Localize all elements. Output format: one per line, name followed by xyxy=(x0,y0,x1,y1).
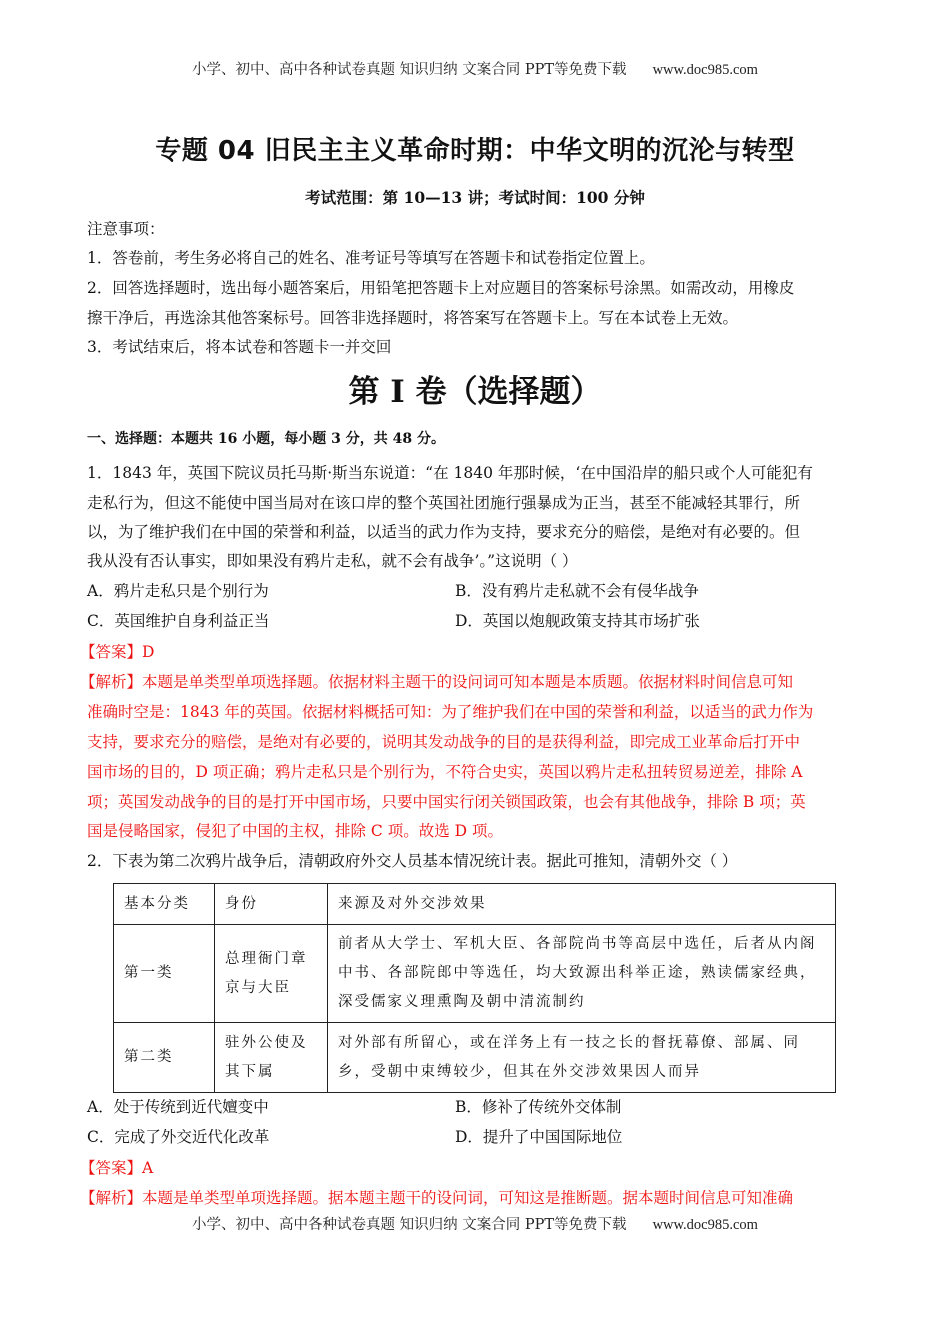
part-heading: 一、选择题：本题共 16 小题，每小题 3 分，共 48 分。 xyxy=(87,431,445,447)
analysis-line: 国是侵略国家，侵犯了中国的主权，排除 C 项。故选 D 项。 xyxy=(87,822,503,840)
option-a: A．处于传统到近代嬗变中 xyxy=(87,1098,269,1116)
option-d: D．提升了中国国际地位 xyxy=(455,1128,623,1146)
cell-line: 总理衙门章 xyxy=(225,950,308,967)
analysis-line: 项；英国发动战争的目的是打开中国市场，只要中国实行闭关锁国政策，也会有其他战争，排除 B 项；英 xyxy=(87,793,806,811)
analysis-line: 支持，要求充分的赔偿，是绝对有必要的，说明其发动战争的目的是获得利益，即完成工业革命后打开中 xyxy=(87,733,801,751)
exam-scope: 考试范围：第 10—13 讲；考试时间：100 分钟 xyxy=(305,188,645,207)
cell-line: 中书、各部院郎中等选任，均大致源出科举正途，熟读儒家经典， xyxy=(338,965,817,981)
footer-url[interactable]: www.doc985.com xyxy=(652,1217,758,1233)
cell-line: 驻外公使及 xyxy=(225,1034,308,1051)
diplomat-table xyxy=(113,883,836,1093)
option-c: C．完成了外交近代化改革 xyxy=(87,1128,270,1146)
answer: 【答案】A xyxy=(80,1159,154,1177)
option-c: C．英国维护自身利益正当 xyxy=(87,612,270,630)
cell-line: 对外部有所留心，或在洋务上有一技之长的督抚幕僚、部属、同 xyxy=(338,1034,800,1051)
table-header-cell: 基本分类 xyxy=(114,884,215,925)
table-row xyxy=(114,1023,836,1093)
table-header-row xyxy=(114,884,836,925)
section-title: 第 I 卷（选择题） xyxy=(348,374,602,410)
footer-text: 小学、初中、高中各种试卷真题 知识归纳 文案合同 PPT等免费下载 xyxy=(192,1217,627,1233)
note-item: 2．回答选择题时，选出每小题答案后，用铅笔把答题卡上对应题目的答案标号涂黑。如需改动，用橡皮 xyxy=(87,279,795,297)
table-cell-identity xyxy=(215,925,328,1023)
table-cell-category: 第二类 xyxy=(114,1023,215,1093)
note-item: 擦干净后，再选涂其他答案标号。回答非选择题时，将答案写在答题卡上。写在本试卷上无效。 xyxy=(87,309,739,327)
table-header-cell: 来源及对外交涉效果 xyxy=(328,884,836,925)
cell-line: 京与大臣 xyxy=(225,979,291,996)
table-cell-source xyxy=(328,1023,836,1093)
cell-line: 深受儒家义理熏陶及朝中清流制约 xyxy=(338,994,586,1010)
header-text: 小学、初中、高中各种试卷真题 知识归纳 文案合同 PPT等免费下载 xyxy=(192,62,627,78)
table-row xyxy=(114,925,836,1023)
question-stem: 2．下表为第二次鸦片战争后，清朝政府外交人员基本情况统计表。据此可推知，清朝外交（ ） xyxy=(87,852,738,870)
option-d: D．英国以炮舰政策支持其市场扩张 xyxy=(455,612,700,630)
table-cell-identity xyxy=(215,1023,328,1093)
question-stem: 我从没有否认事实，即如果没有鸦片走私，就不会有战争’。”这说明（ ） xyxy=(87,552,578,570)
header-url[interactable]: www.doc985.com xyxy=(652,62,758,78)
note-item: 3．考试结束后，将本试卷和答题卡一并交回 xyxy=(87,338,392,356)
option-a: A．鸦片走私只是个别行为 xyxy=(87,582,269,600)
analysis-line: 【解析】本题是单类型单项选择题。依据材料主题干的设问词可知本题是本质题。依据材料时间信息可知 xyxy=(80,673,794,691)
cell-line: 前者从大学士、军机大臣、各部院尚书等高层中选任，后者从内阁 xyxy=(338,936,817,952)
table-cell-category: 第一类 xyxy=(114,925,215,1023)
analysis-line: 【解析】本题是单类型单项选择题。据本题主题干的设问词，可知这是推断题。据本题时间信息可知准确 xyxy=(80,1189,794,1207)
answer: 【答案】D xyxy=(80,643,155,661)
cell-line: 其下属 xyxy=(225,1063,275,1080)
analysis-line: 国市场的目的，D 项正确；鸦片走私只是个别行为，不符合史实，英国以鸦片走私扭转贸易逆差，排除 A xyxy=(87,763,803,781)
question-stem: 1．1843 年，英国下院议员托马斯·斯当东说道：“在 1840 年那时候，‘在中国沿岸的船只或个人可能犯有 xyxy=(87,464,813,482)
notes-heading: 注意事项： xyxy=(87,220,165,238)
analysis-line: 准确时空是：1843 年的英国。依据材料概括可知：为了维护我们在中国的荣誉和利益，以适当的武力作为 xyxy=(87,703,814,721)
cell-line: 乡，受朝中束缚较少，但其在外交涉效果因人而异 xyxy=(338,1063,701,1080)
document-title: 专题 04 旧民主主义革命时期：中华文明的沉沦与转型 xyxy=(155,136,795,166)
question-stem: 以，为了维护我们在中国的荣誉和利益，以适当的武力作为支持，要求充分的赔偿，是绝对有必要的。但 xyxy=(87,523,801,541)
note-item: 1．答卷前，考生务必将自己的姓名、准考证号等填写在答题卡和试卷指定位置上。 xyxy=(87,249,655,267)
table-header-cell: 身份 xyxy=(215,884,328,925)
question-stem: 走私行为，但这不能使中国当局对在该口岸的整个英国社团施行强暴成为正当，甚至不能减轻其罪行，所 xyxy=(87,494,801,512)
page-header xyxy=(0,58,950,79)
page-footer xyxy=(0,1213,950,1234)
option-b: B．没有鸦片走私就不会有侵华战争 xyxy=(455,582,699,600)
table-cell-source xyxy=(328,925,836,1023)
option-b: B．修补了传统外交体制 xyxy=(455,1098,622,1116)
